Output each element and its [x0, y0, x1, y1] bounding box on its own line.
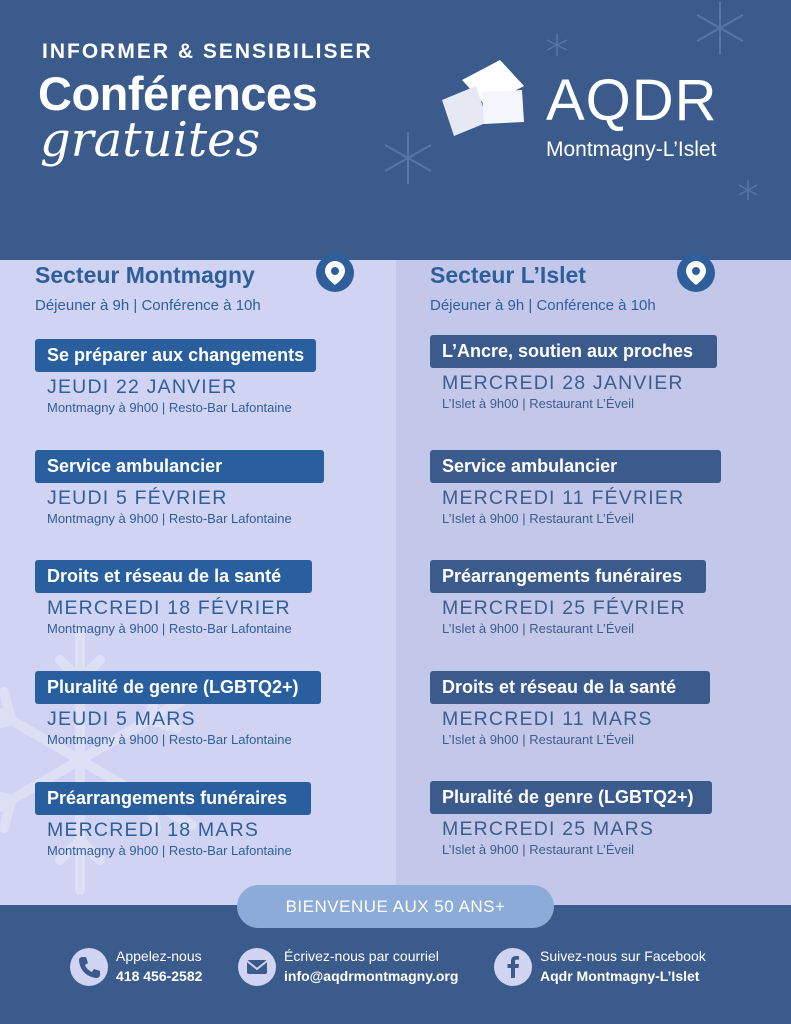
event-item — [430, 335, 760, 411]
snowflake-large-icon — [0, 610, 220, 910]
contact-facebook-label: Suivez-nous sur Facebook — [540, 948, 706, 964]
welcome-banner: BIENVENUE AUX 50 ANS+ — [237, 885, 554, 928]
location-pin-icon — [677, 254, 715, 292]
event-date: JEUDI 5 FÉVRIER — [47, 487, 228, 509]
brand-subtitle: Montmagny-L’Islet — [546, 138, 717, 161]
event-location: L’Islet à 9h00 | Restaurant L’Éveil — [442, 511, 634, 526]
event-item — [430, 781, 760, 857]
event-location: L’Islet à 9h00 | Restaurant L’Éveil — [442, 842, 634, 857]
event-date: MERCREDI 25 FÉVRIER — [442, 597, 686, 619]
brand-name: AQDR — [546, 68, 718, 133]
aqdr-logo-icon — [440, 50, 532, 140]
event-title: Service ambulancier — [35, 450, 324, 483]
location-pin-icon — [316, 254, 354, 292]
event-date: MERCREDI 25 MARS — [442, 818, 655, 840]
event-location: Montmagny à 9h00 | Resto-Bar Lafontaine — [47, 732, 292, 747]
event-item — [430, 560, 760, 636]
page-title: Conférences — [38, 67, 318, 120]
event-title: Droits et réseau de la santé — [35, 560, 312, 593]
event-date: MERCREDI 28 JANVIER — [442, 372, 684, 394]
event-date: MERCREDI 18 MARS — [47, 819, 260, 841]
sector-schedule-montmagny: Déjeuner à 9h | Conférence à 10h — [35, 297, 261, 314]
envelope-icon — [238, 948, 276, 986]
event-date: JEUDI 5 MARS — [47, 708, 196, 730]
snowflake-icon — [688, 0, 752, 56]
sector-title-lislet: Secteur L’Islet — [430, 262, 586, 288]
page-title-script: gratuites — [40, 112, 261, 168]
event-title: Pluralité de genre (LGBTQ2+) — [35, 671, 321, 704]
snowflake-icon — [378, 128, 438, 188]
phone-icon — [70, 948, 108, 986]
event-title: Service ambulancier — [430, 450, 721, 483]
event-title: Préarrangements funéraires — [35, 782, 311, 815]
event-item — [35, 671, 365, 747]
event-item — [430, 671, 760, 747]
event-date: MERCREDI 11 MARS — [442, 708, 653, 730]
event-date: MERCREDI 18 FÉVRIER — [47, 597, 291, 619]
event-title: Se préparer aux changements — [35, 339, 316, 372]
header-kicker: INFORMER & SENSIBILISER — [42, 40, 373, 63]
event-location: Montmagny à 9h00 | Resto-Bar Lafontaine — [47, 400, 292, 415]
event-item — [35, 782, 365, 858]
facebook-icon — [494, 948, 532, 986]
event-item — [35, 450, 365, 526]
event-location: Montmagny à 9h00 | Resto-Bar Lafontaine — [47, 843, 292, 858]
sector-schedule-lislet: Déjeuner à 9h | Conférence à 10h — [430, 297, 656, 314]
event-location: L’Islet à 9h00 | Restaurant L’Éveil — [442, 621, 634, 636]
event-location: Montmagny à 9h00 | Resto-Bar Lafontaine — [47, 511, 292, 526]
event-title: L’Ancre, soutien aux proches — [430, 335, 717, 368]
event-title: Préarrangements funéraires — [430, 560, 706, 593]
contact-phone-value[interactable]: 418 456-2582 — [116, 968, 203, 984]
event-date: JEUDI 22 JANVIER — [47, 376, 238, 398]
event-date: MERCREDI 11 FÉVRIER — [442, 487, 685, 509]
contact-email-label: Écrivez-nous par courriel — [284, 948, 439, 964]
contact-facebook-value[interactable]: Aqdr Montmagny-L’Islet — [540, 968, 700, 984]
event-item — [35, 560, 365, 636]
snowflake-icon — [544, 32, 570, 58]
event-location: L’Islet à 9h00 | Restaurant L’Éveil — [442, 396, 634, 411]
sector-title-montmagny: Secteur Montmagny — [35, 262, 255, 288]
snowflake-icon — [736, 178, 760, 202]
event-item — [430, 450, 760, 526]
contact-email-value[interactable]: info@aqdrmontmagny.org — [284, 968, 459, 984]
contact-phone-label: Appelez-nous — [116, 948, 202, 964]
event-item — [35, 339, 365, 415]
event-location: Montmagny à 9h00 | Resto-Bar Lafontaine — [47, 621, 292, 636]
event-location: L’Islet à 9h00 | Restaurant L’Éveil — [442, 732, 634, 747]
event-title: Droits et réseau de la santé — [430, 671, 710, 704]
event-title: Pluralité de genre (LGBTQ2+) — [430, 781, 712, 814]
